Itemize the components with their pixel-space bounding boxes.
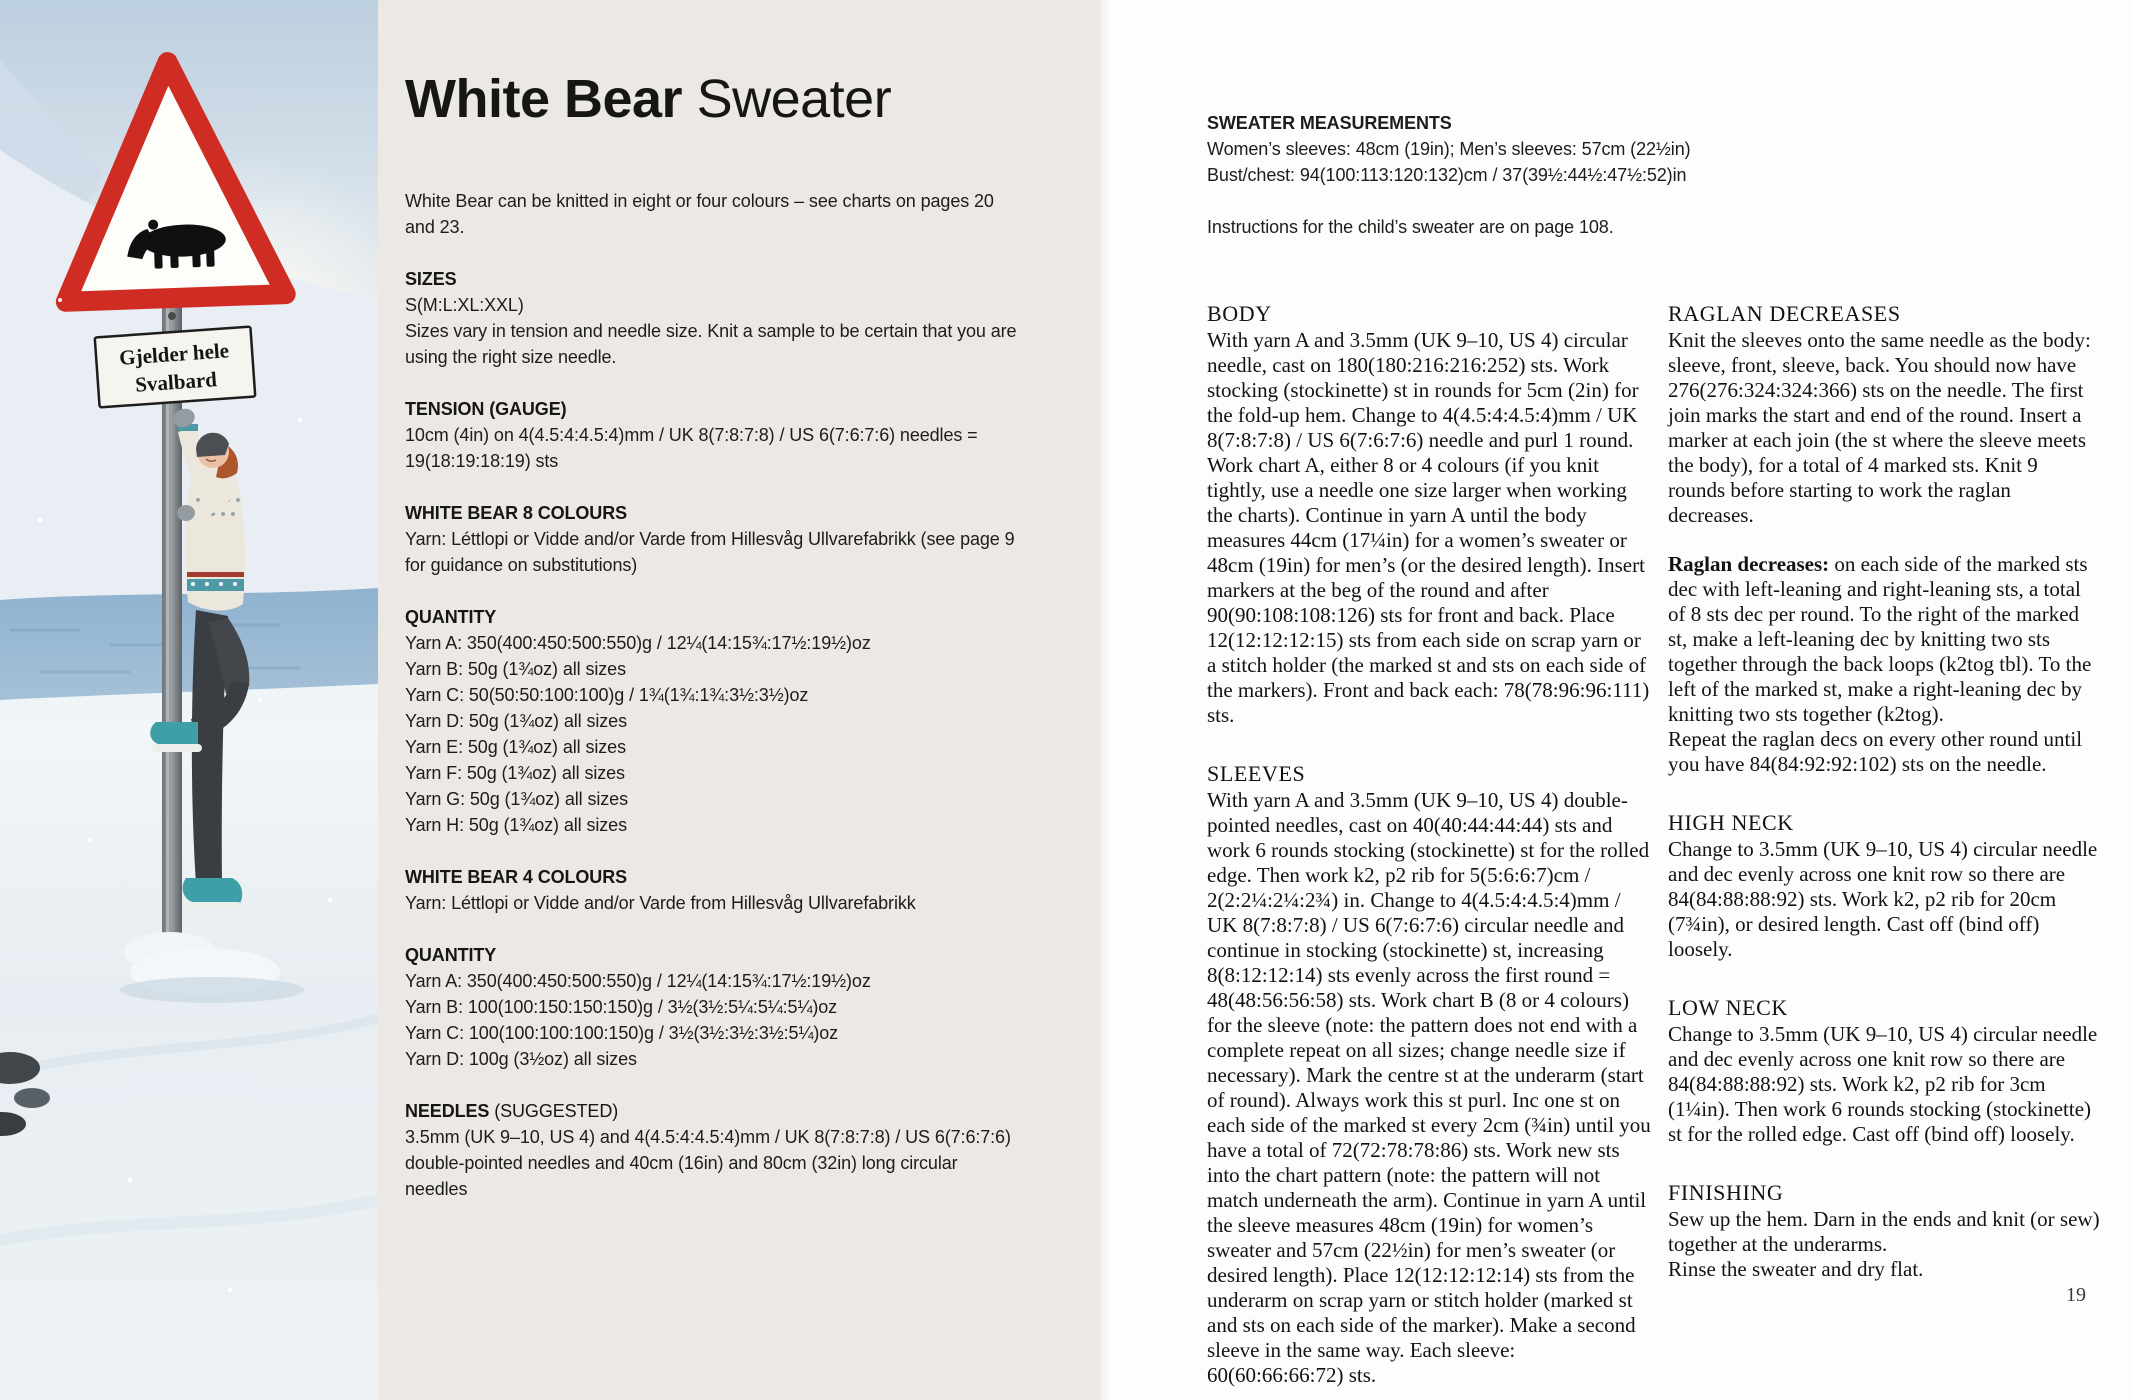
- measurements-bust: Bust/chest: 94(100:113:120:132)cm / 37(39½:44½:47½:52)in: [1207, 165, 1687, 185]
- text-line: Yarn B: 100(100:150:150:150)g / 3½(3½:5¼:5¼:5¼)oz: [405, 997, 838, 1017]
- text-line: Yarn C: 100(100:100:100:150)g / 3½(3½:3½:3½:5¼)oz: [405, 1023, 839, 1043]
- sizes-text: [405, 292, 1020, 370]
- quantity8-heading: QUANTITY: [405, 607, 497, 627]
- raglan-bold-lead: Raglan decreases:: [1668, 552, 1830, 576]
- finishing-line1: Sew up the hem. Darn in the ends and knit (or sew) together at the underarms.: [1668, 1207, 2100, 1256]
- svalbard-sign: [95, 327, 256, 408]
- text-line: Yarn D: 100g (3½oz) all sizes: [405, 1049, 637, 1069]
- title-bold: White Bear: [405, 69, 683, 129]
- finishing-heading: FINISHING: [1668, 1180, 1784, 1205]
- text-line: S(M:L:XL:XXL): [405, 295, 524, 315]
- text-line: Yarn E: 50g (1¾oz) all sizes: [405, 737, 626, 757]
- colours4-text: Yarn: Léttlopi or Vidde and/or Varde from Hillesvåg Ullvarefabrikk: [405, 893, 916, 913]
- body-heading: BODY: [1207, 301, 1272, 326]
- raglan-para2: [1668, 552, 2100, 727]
- photo-polar-bear-signpost: [0, 0, 378, 1400]
- page-number: 19: [2066, 1284, 2086, 1306]
- text-line: Yarn D: 50g (1¾oz) all sizes: [405, 711, 627, 731]
- tension-text: 10cm (4in) on 4(4.5:4:4.5:4)mm / UK 8(7:8:7:8) / US 6(7:6:7:6) needles = 19(18:19:18:19) sts: [405, 425, 978, 471]
- finishing-line2: Rinse the sweater and dry flat.: [1668, 1257, 1924, 1281]
- measurements-sleeves: Women’s sleeves: 48cm (19in); Men’s sleeves: 57cm (22½in): [1207, 139, 1691, 159]
- text-line: Yarn C: 50(50:50:100:100)g / 1¾(1¾:1¾:3½:3½)oz: [405, 685, 809, 705]
- right-sneaker: [150, 722, 202, 752]
- quantity8-list: [405, 630, 1020, 838]
- colours8-heading: WHITE BEAR 8 COLOURS: [405, 503, 628, 523]
- measurements-heading: SWEATER MEASUREMENTS: [1207, 113, 1452, 133]
- instructions-page: [1100, 0, 2132, 1400]
- svalbard-sign-line1: Gjelder hele: [118, 338, 230, 370]
- photo-illustration: [0, 0, 378, 1400]
- sign-bolt: [168, 312, 176, 320]
- raglan-para1: Knit the sleeves onto the same needle as the body: sleeve, front, sleeve, back. You should now have 276(276:324:324:366) sts on the needle. The first join marks the start and end of the round. Insert a marker at each join (the st where the sleeve meets the body), for a total of 4 marked sts. Knit 9 rounds before starting to work the raglan decreases.: [1668, 328, 2091, 527]
- raglan-heading: RAGLAN DECREASES: [1668, 301, 1901, 326]
- high-neck-heading: HIGH NECK: [1668, 810, 1794, 835]
- sizes-heading: SIZES: [405, 269, 457, 289]
- quantity4-list: [405, 968, 1020, 1072]
- high-neck-text: Change to 3.5mm (UK 9–10, US 4) circular needle and dec evenly across one knit row so there are 84(84:88:88:92) sts. Work k2, p2 rib for 20cm (7¾in), or desired length. Cast off (bind off) loosely.: [1668, 837, 2098, 961]
- text-line: Yarn A: 350(400:450:500:550)g / 12¼(14:15¾:17½:19½)oz: [405, 633, 871, 653]
- title-regular: Sweater: [696, 69, 892, 129]
- quantity4-heading: QUANTITY: [405, 945, 497, 965]
- raglan-para2-rest: on each side of the marked sts dec with left-leaning and right-leaning sts, a total of 8 sts dec per round. To the right of the marked st, make a left-leaning dec by knitting two sts together through the back loops (k2tog tbl). To the left of the marked st, make a right-leaning dec by knitting two sts together (k2tog).: [1668, 552, 2092, 726]
- colours4-heading: WHITE BEAR 4 COLOURS: [405, 867, 628, 887]
- instructions-column-1: [1207, 300, 1652, 1388]
- needles-text: 3.5mm (UK 9–10, US 4) and 4(4.5:4:4.5:4)mm / UK 8(7:8:7:8) / US 6(7:6:7:6) double-pointed needles and 40cm (16in) and 80cm (32in) long circular needles: [405, 1127, 1011, 1199]
- left-sneaker: [183, 878, 243, 910]
- low-neck-heading: LOW NECK: [1668, 995, 1788, 1020]
- pole-shadow: [120, 977, 304, 1003]
- text-line: Sizes vary in tension and needle size. Knit a sample to be certain that you are using the right size needle.: [405, 321, 1017, 367]
- colours8-text: Yarn: Léttlopi or Vidde and/or Varde from Hillesvåg Ullvarefabrikk (see page 9 for guidance on substitutions): [405, 529, 1015, 575]
- raglan-para3: Repeat the raglan decs on every other round until you have 84(84:92:92:102) sts on the needle.: [1668, 727, 2083, 776]
- needles-heading: [405, 1098, 1020, 1124]
- page-title: [405, 69, 1020, 129]
- text-line: Yarn H: 50g (1¾oz) all sizes: [405, 815, 627, 835]
- low-neck-text: Change to 3.5mm (UK 9–10, US 4) circular needle and dec evenly across one knit row so there are 84(84:88:88:92) sts. Work k2, p2 rib for 3cm (1¼in). Then work 6 rounds stocking (stockinette) st for the rolled edge. Cast off (bind off) loosely.: [1668, 1022, 2098, 1146]
- needles-heading-regular: (SUGGESTED): [489, 1101, 619, 1121]
- tension-heading: TENSION (GAUGE): [405, 399, 567, 419]
- sleeves-heading: SLEEVES: [1207, 761, 1306, 786]
- page-gutter: [1100, 0, 1110, 1400]
- text-line: Yarn B: 50g (1¾oz) all sizes: [405, 659, 626, 679]
- svalbard-sign-line2: Svalbard: [134, 367, 218, 397]
- text-line: Yarn G: 50g (1¾oz) all sizes: [405, 789, 628, 809]
- sleeves-text: With yarn A and 3.5mm (UK 9–10, US 4) double-pointed needles, cast on 40(40:44:44:44) sts and work 6 rounds stocking (stockinette) st for the rolled edge. Then work k2, p2 rib for 5(5:6:6:7)cm / 2(2:2¼:2¼:2¾) in. Change to 4(4.5:4:4.5:4)mm / UK 8(7:8:7:8) / US 6(7:6:7:6) circular needle and continue in stocking (stockinette) st, increasing 8(8:12:12:14) sts evenly across the first round = 48(48:56:56:58) sts. Work chart B (8 or 4 colours) for the sleeve (note: the pattern does not end with a complete repeat on all sizes; change needle size if necessary). Mark the centre st at the underarm (start of round). Always work this st purl. Inc one st on each side of the marked st every 2cm (¾in) until you have a total of 72(72:78:78:86) sts. Work new sts into the chart pattern (note: the pattern will not match underneath the arm). Continue in yarn A until the sleeve measures 48cm (19in) for women’s sweater and 57cm (22½in) for men’s sweater (or desired length). Place 12(12:12:12:14) sts from the underarm on scrap yarn or stitch holder (marked st and sts on each side of the marker). Make a second sleeve in the same way. Each sleeve: 60(60:66:66:72) sts.: [1207, 788, 1651, 1387]
- sweater-measurements: [1207, 110, 1737, 240]
- instructions-column-2: [1668, 300, 2100, 1282]
- text-line: Yarn F: 50g (1¾oz) all sizes: [405, 763, 625, 783]
- sweater-hem-band-red: [187, 572, 244, 577]
- right-mitten: [177, 505, 195, 521]
- needles-heading-bold: NEEDLES: [405, 1101, 490, 1121]
- child-sweater-note: Instructions for the child’s sweater are on page 108.: [1207, 217, 1614, 237]
- pattern-info-panel: [378, 0, 1100, 1400]
- body-text: With yarn A and 3.5mm (UK 9–10, US 4) circular needle, cast on 180(180:216:216:252) sts. Work stocking (stockinette) st in rounds for 5cm (2in) for the fold-up hem. Change to 4(4.5:4:4.5:4)mm / UK 8(7:8:7:8) / US 6(7:6:7:6) needle and purl 1 round. Work chart A, either 8 or 4 colours (if you knit tightly, use a needle one size larger when working the charts). Continue in yarn A until the body measures 44cm (17¼in) for a women’s sweater or 48cm (19in) for men’s (or the desired length). Insert markers at the beg of the round and after 90(90:108:108:126) sts for front and back. Place 12(12:12:12:15) sts from each side on scrap yarn or a stitch holder (the marked st and sts on each side of the markers). Front and back each: 78(78:96:96:111) sts.: [1207, 328, 1650, 727]
- intro-text: White Bear can be knitted in eight or four colours – see charts on pages 20 and 23.: [405, 191, 994, 237]
- text-line: Yarn A: 350(400:450:500:550)g / 12¼(14:15¾:17½:19½)oz: [405, 971, 871, 991]
